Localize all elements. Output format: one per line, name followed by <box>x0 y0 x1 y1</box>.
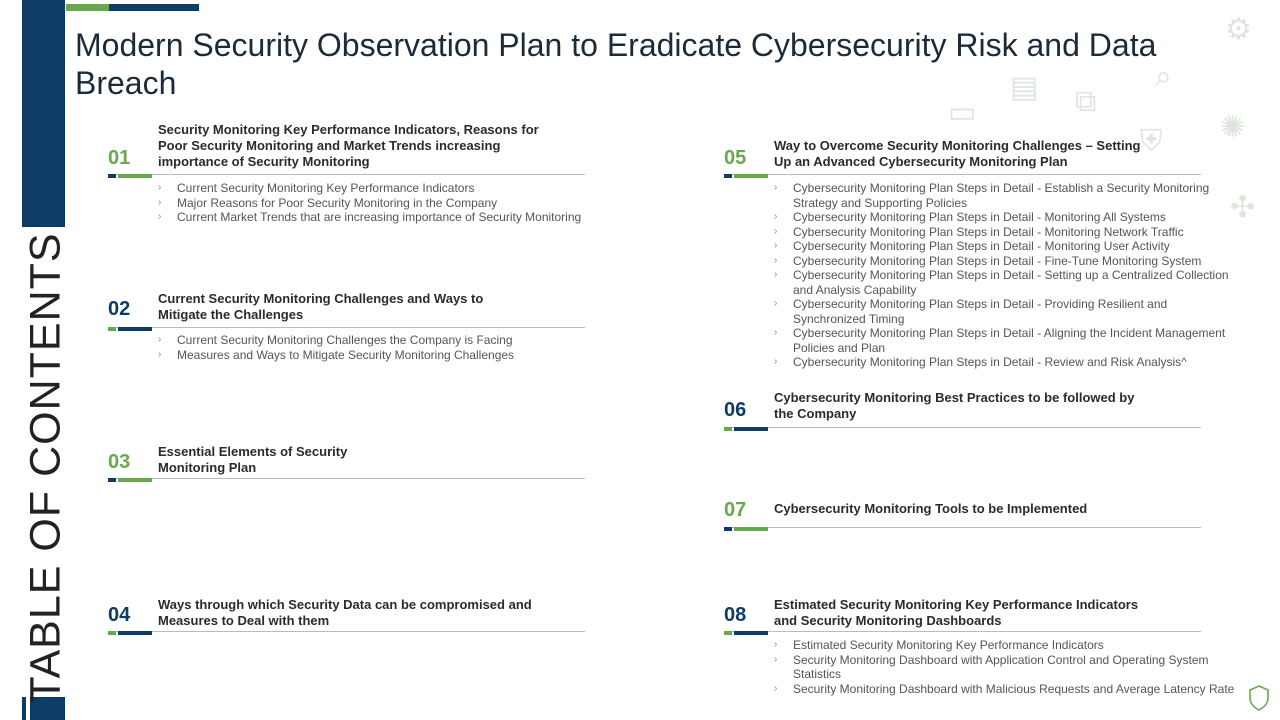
section-accent <box>108 478 152 482</box>
section-divider <box>108 327 585 328</box>
section-items <box>158 333 514 362</box>
section-divider <box>108 174 585 175</box>
section-title: Cybersecurity Monitoring Best Practices to be followed by the Company <box>774 390 1135 421</box>
side-title-text: TABLE OF CONTENTS <box>21 232 70 703</box>
section-title: Cybersecurity Monitoring Tools to be Implemented <box>774 501 1088 516</box>
section-accent <box>108 327 152 331</box>
section-number: 03 <box>108 451 131 473</box>
page-title: Modern Security Observation Plan to Eradicate Cybersecurity Risk and Data Breach <box>75 27 1157 101</box>
section-title: Essential Elements of Security Monitoring Plan <box>158 444 348 475</box>
gear-icon: ⚙ <box>1225 13 1252 46</box>
section-title: Ways through which Security Data can be compromised and Measures to Deal with them <box>158 597 532 628</box>
section-accent <box>724 174 768 178</box>
document-icon: ▤ <box>1010 71 1039 104</box>
section-divider <box>724 631 1201 632</box>
list-item[interactable]: › Cybersecurity Monitoring Plan Steps in Detail - Providing Resilient and Synchronized Timing <box>774 297 1168 326</box>
section-accent <box>108 174 152 178</box>
list-item[interactable]: › Current Security Monitoring Key Performance Indicators <box>158 181 475 195</box>
section-accent <box>724 631 768 635</box>
section-accent <box>724 527 768 531</box>
list-item[interactable]: › Current Market Trends that are increasing importance of Security Monitoring <box>158 210 582 224</box>
list-item[interactable]: › Current Security Monitoring Challenges the Company is Facing <box>158 333 513 347</box>
list-item[interactable]: › Measures and Ways to Mitigate Security Monitoring Challenges <box>158 347 515 362</box>
section-divider <box>108 631 585 632</box>
top-accent-blue <box>109 4 199 11</box>
list-item[interactable]: › Cybersecurity Monitoring Plan Steps in Detail - Review and Risk Analysis^ <box>774 355 1187 369</box>
list-item[interactable]: › Cybersecurity Monitoring Plan Steps in Detail - Aligning the Incident Management Policies and Plan <box>774 326 1226 355</box>
list-item[interactable]: › Estimated Security Monitoring Key Performance Indicators <box>774 638 1104 652</box>
list-item[interactable]: › Major Reasons for Poor Security Monitoring in the Company <box>158 195 498 210</box>
list-item[interactable]: › Cybersecurity Monitoring Plan Steps in Detail - Fine-Tune Monitoring System <box>774 253 1202 268</box>
section-number: 06 <box>724 399 747 421</box>
section-items <box>774 638 1239 696</box>
section-divider <box>108 478 585 479</box>
top-accent-green <box>66 4 109 11</box>
section-title: Estimated Security Monitoring Key Performance Indicators and Security Monitoring Dashboards <box>774 597 1139 628</box>
list-item[interactable]: › Security Monitoring Dashboard with Malicious Requests and Average Latency Rate <box>774 681 1235 696</box>
section-title: Way to Overcome Security Monitoring Challenges – Setting Up an Advanced Cybersecurity Monitoring Plan <box>774 138 1141 169</box>
list-item[interactable]: › Cybersecurity Monitoring Plan Steps in Detail - Monitoring User Activity <box>774 239 1170 253</box>
section-divider <box>724 427 1201 428</box>
left-accent-bar <box>22 0 65 227</box>
section-accent <box>108 631 152 635</box>
section-accent <box>724 427 768 431</box>
section-title: Security Monitoring Key Performance Indicators, Reasons for Poor Security Monitoring and Market Trends increasing importance of Security Monitoring <box>158 122 539 169</box>
circuit-icon: ✺ <box>1220 111 1246 144</box>
section-divider <box>724 527 1201 528</box>
monitor-icon: ▭ <box>948 96 977 129</box>
list-item[interactable]: › Cybersecurity Monitoring Plan Steps in Detail - Monitoring All Systems <box>774 210 1166 224</box>
list-item[interactable]: › Cybersecurity Monitoring Plan Steps in Detail - Establish a Security Monitoring Strategy and Supporting Policies <box>774 181 1210 210</box>
shield-bg-icon: ⛨ <box>1140 125 1163 158</box>
section-number: 04 <box>108 604 131 626</box>
section-number: 02 <box>108 298 131 320</box>
search-icon: ⌕ <box>1155 60 1172 93</box>
section-number: 08 <box>724 604 747 626</box>
section-title: Current Security Monitoring Challenges and Ways to Mitigate the Challenges <box>158 291 484 322</box>
section-items <box>774 181 1239 370</box>
section-number: 01 <box>108 147 131 169</box>
section-number: 07 <box>724 499 747 521</box>
network-icon: ⧉ <box>1075 85 1097 118</box>
side-title <box>21 232 70 703</box>
section-number: 05 <box>724 147 747 169</box>
list-item[interactable]: › Cybersecurity Monitoring Plan Steps in Detail - Monitoring Network Traffic <box>774 224 1184 239</box>
list-item[interactable]: › Security Monitoring Dashboard with Application Control and Operating System Statistics <box>774 652 1209 681</box>
section-divider <box>724 174 1201 175</box>
section-items <box>158 181 581 225</box>
shield-icon <box>1248 685 1270 711</box>
node-icon: ✣ <box>1230 191 1256 224</box>
list-item[interactable]: › Cybersecurity Monitoring Plan Steps in Detail - Setting up a Centralized Collection and Analysis Capability <box>774 268 1229 297</box>
